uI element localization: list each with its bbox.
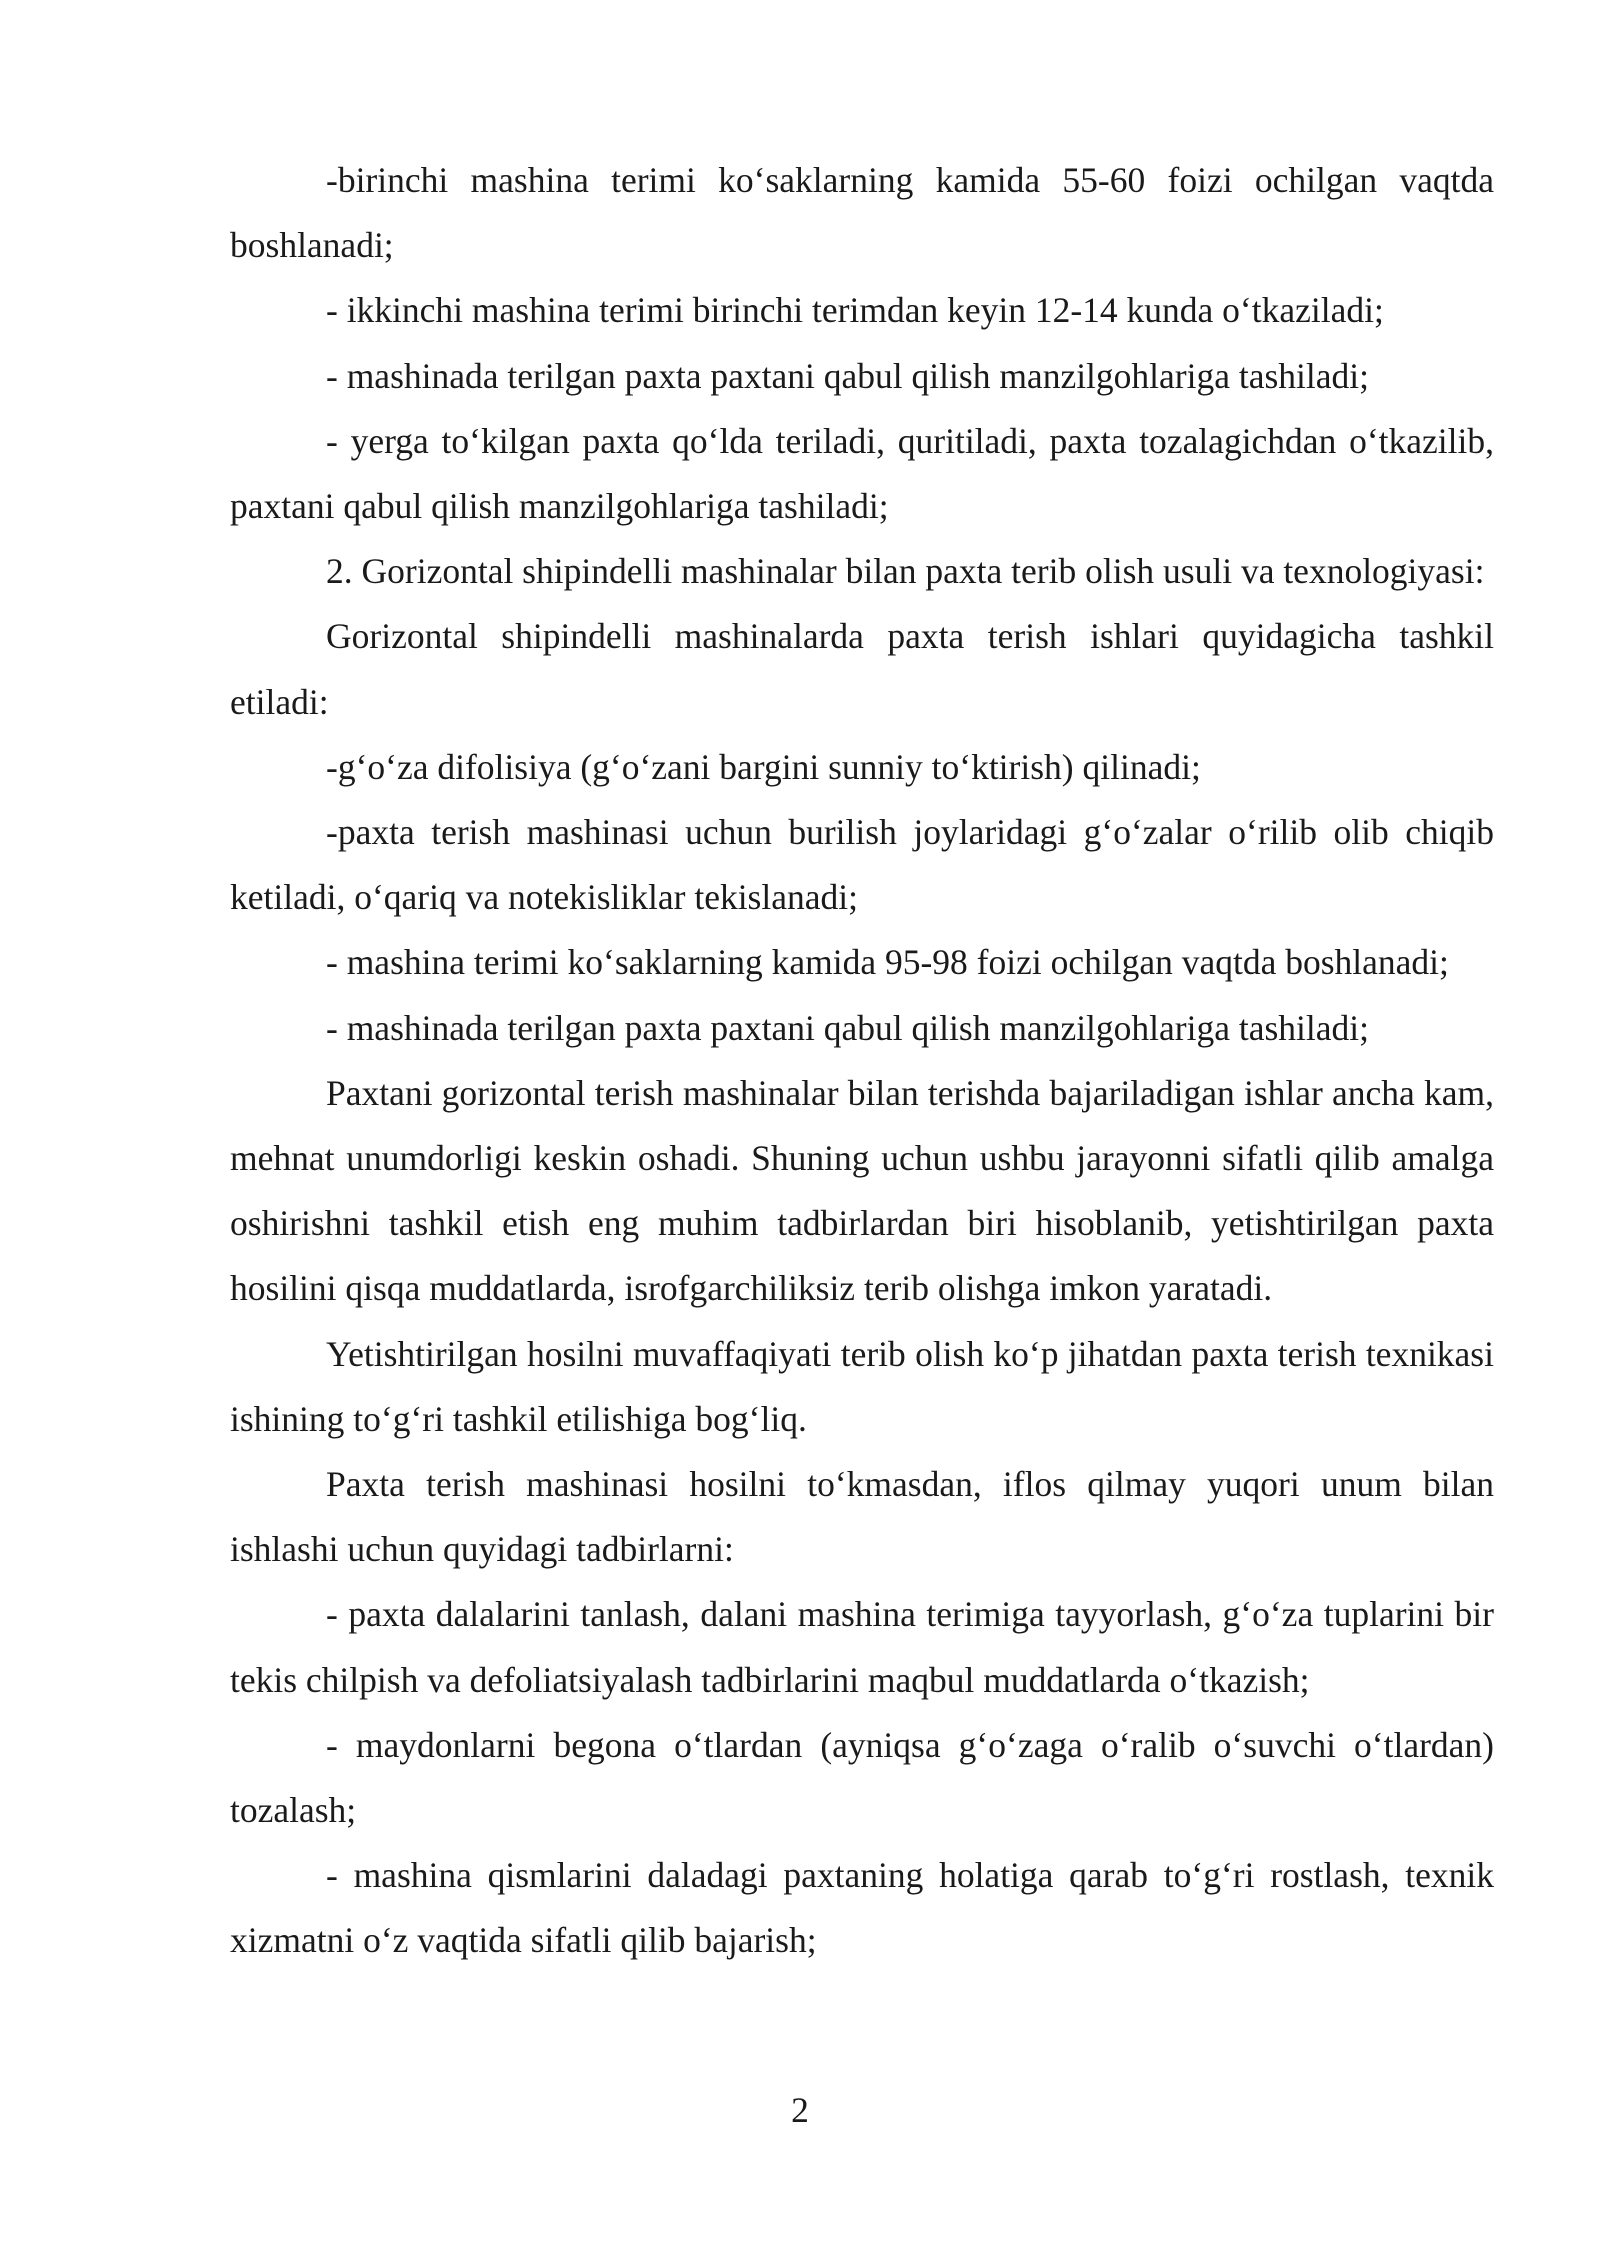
list-item: -paxta terish mashinasi uchun burilish joylaridagi g‘o‘zalar o‘rilib olib chiqib ketiladi, o‘qariq va notekisliklar tekislanadi; bbox=[230, 812, 1494, 918]
list-item: -g‘o‘za difolisiya (g‘o‘zani bargini sunniy to‘ktirish) qilinadi; bbox=[326, 746, 1201, 787]
list-item: - yerga to‘kilgan paxta qo‘lda teriladi, quritiladi, paxta tozalagichdan o‘tkazilib, paxtani qabul qilish manzilgohlariga tashiladi; bbox=[230, 420, 1494, 527]
list-item: - mashinada terilgan paxta paxtani qabul qilish manzilgohlariga tashiladi; bbox=[326, 355, 1370, 396]
list-item: - maydonlarni begona o‘tlardan (ayniqsa g‘o‘zaga o‘ralib o‘suvchi o‘tlardan) tozalash; bbox=[230, 1724, 1494, 1831]
list-item: -birinchi mashina terimi ko‘saklarning kamida 55-60 foizi ochilgan vaqtda boshlanadi; bbox=[230, 160, 1494, 266]
page-number: 2 bbox=[791, 2090, 809, 2130]
list-item: - mashina terimi ko‘saklarning kamida 95-98 foizi ochilgan vaqtda boshlanadi; bbox=[326, 942, 1449, 983]
paragraph: Gorizontal shipindelli mashinalarda paxta terish ishlari quyidagicha tashkil etiladi: bbox=[230, 616, 1494, 722]
list-item: - ikkinchi mashina terimi birinchi terimdan keyin 12-14 kunda o‘tkaziladi; bbox=[326, 290, 1384, 331]
paragraph: Paxta terish mashinasi hosilni to‘kmasdan, iflos qilmay yuqori unum bilan ishlashi uchun quyidagi tadbirlarni: bbox=[230, 1464, 1494, 1570]
list-item: - mashina qismlarini daladagi paxtaning holatiga qarab to‘g‘ri rostlash, texnik xizmatni o‘z vaqtida sifatli qilib bajarish; bbox=[230, 1855, 1494, 1961]
list-item: - paxta dalalarini tanlash, dalani mashina terimiga tayyorlash, g‘o‘za tuplarini bir tekis chilpish va defoliatsiyalash tadbirlarini maqbul muddatlarda o‘tkazish; bbox=[230, 1594, 1494, 1700]
paragraph: Yetishtirilgan hosilni muvaffaqiyati terib olish ko‘p jihatdan paxta terish texnikasi ishining to‘g‘ri tashkil etilishiga bog‘liq. bbox=[230, 1333, 1494, 1439]
section-heading: 2. Gorizontal shipindelli mashinalar bilan paxta terib olish usuli va texnologiyasi: bbox=[326, 551, 1485, 592]
paragraph: Paxtani gorizontal terish mashinalar bilan terishda bajariladigan ishlar ancha kam, mehnat unumdorligi keskin oshadi. Shuning uchun ushbu jarayonni sifatli qilib amalga oshirishni tashkil etish eng muhim tadbirlardan biri hisoblanib, yetishtirilgan paxta hosilini qisqa muddatlarda, isrofgarchiliksiz terib olishga imkon yaratadi. bbox=[230, 1072, 1494, 1309]
list-item: - mashinada terilgan paxta paxtani qabul qilish manzilgohlariga tashiladi; bbox=[326, 1007, 1370, 1048]
document-body bbox=[230, 148, 1494, 1974]
